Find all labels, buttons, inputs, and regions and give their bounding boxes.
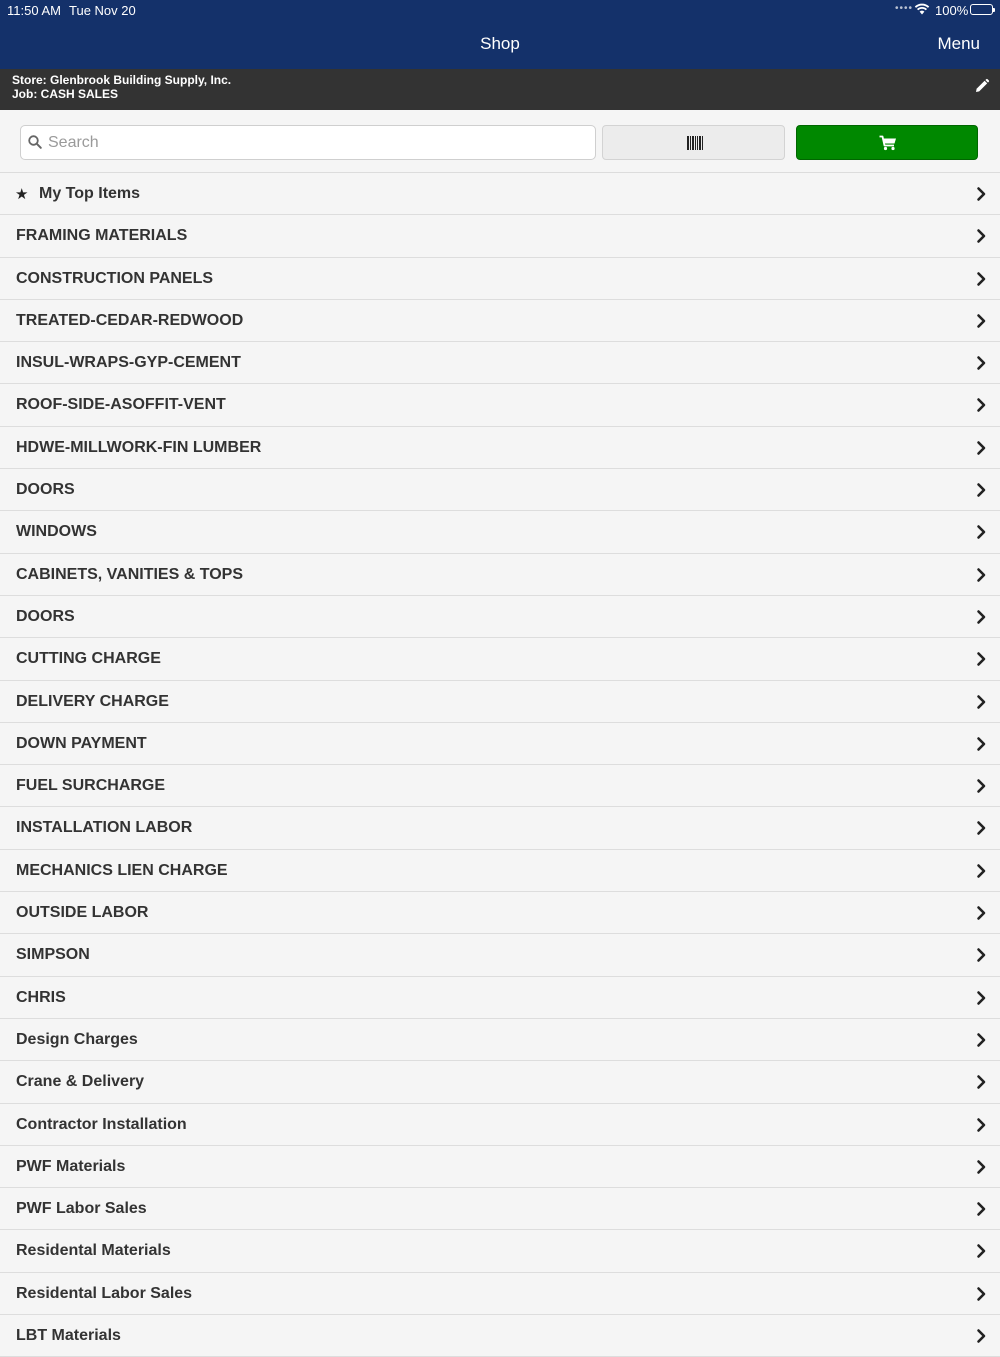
list-item-label: PWF Materials bbox=[16, 1157, 126, 1175]
list-item[interactable] bbox=[0, 638, 1000, 680]
list-item-label: DELIVERY CHARGE bbox=[16, 692, 169, 710]
list-item[interactable] bbox=[0, 300, 1000, 342]
chevron-right-icon bbox=[977, 356, 986, 375]
list-item[interactable] bbox=[0, 384, 1000, 426]
battery-percent: 100% bbox=[935, 3, 969, 18]
list-item-label: SIMPSON bbox=[16, 946, 90, 964]
search-box[interactable] bbox=[20, 125, 596, 160]
chevron-right-icon bbox=[977, 314, 986, 333]
list-item-label: Residental Materials bbox=[16, 1242, 171, 1260]
chevron-right-icon bbox=[977, 441, 986, 460]
list-item-label: TREATED-CEDAR-REDWOOD bbox=[16, 311, 244, 329]
list-item[interactable] bbox=[0, 765, 1000, 807]
chevron-right-icon bbox=[977, 272, 986, 291]
list-item-label: Contractor Installation bbox=[16, 1115, 187, 1133]
chevron-right-icon bbox=[977, 1033, 986, 1052]
category-list bbox=[0, 173, 1000, 1357]
search-toolbar bbox=[0, 110, 1000, 173]
list-item-my-top-items[interactable] bbox=[0, 173, 1000, 215]
list-item[interactable] bbox=[0, 850, 1000, 892]
list-item-label: CHRIS bbox=[16, 988, 66, 1006]
list-item-label: DOWN PAYMENT bbox=[16, 734, 147, 752]
list-item-label: Residental Labor Sales bbox=[16, 1284, 193, 1302]
list-item-label: INSTALLATION LABOR bbox=[16, 819, 193, 837]
list-item[interactable] bbox=[0, 807, 1000, 849]
nav-bar bbox=[0, 20, 1000, 69]
chevron-right-icon bbox=[977, 991, 986, 1010]
pencil-icon[interactable] bbox=[975, 79, 989, 96]
status-time: 11:50 AM bbox=[7, 3, 61, 18]
list-item[interactable] bbox=[0, 427, 1000, 469]
list-item[interactable] bbox=[0, 1315, 1000, 1357]
list-item[interactable] bbox=[0, 554, 1000, 596]
list-item-label: CONSTRUCTION PANELS bbox=[16, 269, 214, 287]
list-item-label: Crane & Delivery bbox=[16, 1073, 145, 1091]
list-item[interactable] bbox=[0, 1104, 1000, 1146]
list-item[interactable] bbox=[0, 1019, 1000, 1061]
chevron-right-icon bbox=[977, 864, 986, 883]
list-item-label: INSUL-WRAPS-GYP-CEMENT bbox=[16, 354, 241, 372]
chevron-right-icon bbox=[977, 1075, 986, 1094]
list-item[interactable] bbox=[0, 215, 1000, 257]
list-item-label: DOORS bbox=[16, 607, 75, 625]
chevron-right-icon bbox=[977, 779, 986, 798]
list-item-label: LBT Materials bbox=[16, 1327, 121, 1345]
list-item-label: FRAMING MATERIALS bbox=[16, 227, 188, 245]
list-item[interactable] bbox=[0, 1188, 1000, 1230]
chevron-right-icon bbox=[977, 821, 986, 840]
list-item[interactable] bbox=[0, 1146, 1000, 1188]
list-item[interactable] bbox=[0, 1061, 1000, 1103]
job-label: Job: CASH SALES bbox=[12, 87, 119, 101]
chevron-right-icon bbox=[977, 1244, 986, 1263]
list-item[interactable] bbox=[0, 1273, 1000, 1315]
star-icon: ★ bbox=[15, 186, 29, 203]
status-date: Tue Nov 20 bbox=[69, 3, 136, 18]
signal-icon: •••• bbox=[895, 3, 914, 14]
list-item[interactable] bbox=[0, 258, 1000, 300]
chevron-right-icon bbox=[977, 1160, 986, 1179]
list-item[interactable] bbox=[0, 977, 1000, 1019]
search-icon bbox=[28, 135, 42, 154]
cart-icon bbox=[879, 135, 897, 151]
chevron-right-icon bbox=[977, 610, 986, 629]
page-title: Shop bbox=[480, 34, 520, 53]
search-input[interactable] bbox=[48, 130, 588, 156]
menu-button[interactable]: Menu bbox=[937, 34, 980, 53]
status-bar bbox=[0, 0, 1000, 20]
chevron-right-icon bbox=[977, 568, 986, 587]
chevron-right-icon bbox=[977, 398, 986, 417]
list-item[interactable] bbox=[0, 723, 1000, 765]
chevron-right-icon bbox=[977, 1329, 986, 1348]
list-item-label: OUTSIDE LABOR bbox=[16, 904, 149, 922]
chevron-right-icon bbox=[977, 906, 986, 925]
list-item-label: Design Charges bbox=[16, 1030, 138, 1048]
chevron-right-icon bbox=[977, 229, 986, 248]
cart-button[interactable] bbox=[796, 125, 978, 160]
barcode-scan-button[interactable] bbox=[602, 125, 785, 160]
list-item-label: MECHANICS LIEN CHARGE bbox=[16, 861, 228, 879]
list-item-label: CUTTING CHARGE bbox=[16, 650, 161, 668]
chevron-right-icon bbox=[977, 1118, 986, 1137]
list-item[interactable] bbox=[0, 469, 1000, 511]
barcode-icon bbox=[687, 136, 703, 150]
chevron-right-icon bbox=[977, 1287, 986, 1306]
chevron-right-icon bbox=[977, 948, 986, 967]
list-item-label: WINDOWS bbox=[16, 523, 97, 541]
store-label: Store: Glenbrook Building Supply, Inc. bbox=[12, 73, 232, 87]
chevron-right-icon bbox=[977, 737, 986, 756]
chevron-right-icon bbox=[977, 525, 986, 544]
list-item[interactable] bbox=[0, 511, 1000, 553]
list-item-label: CABINETS, VANITIES & TOPS bbox=[16, 565, 243, 583]
wifi-icon bbox=[914, 3, 930, 18]
list-item[interactable] bbox=[0, 342, 1000, 384]
list-item[interactable] bbox=[0, 681, 1000, 723]
list-item[interactable] bbox=[0, 1230, 1000, 1272]
list-item-label: ROOF-SIDE-ASOFFIT-VENT bbox=[16, 396, 226, 414]
store-info-bar[interactable] bbox=[0, 69, 1000, 110]
battery-icon bbox=[970, 4, 993, 15]
chevron-right-icon bbox=[977, 1202, 986, 1221]
list-item-label: DOORS bbox=[16, 481, 75, 499]
list-item[interactable] bbox=[0, 596, 1000, 638]
list-item-label: FUEL SURCHARGE bbox=[16, 777, 166, 795]
list-item-label: HDWE-MILLWORK-FIN LUMBER bbox=[16, 438, 262, 456]
chevron-right-icon bbox=[977, 483, 986, 502]
chevron-right-icon bbox=[977, 652, 986, 671]
list-item-label: PWF Labor Sales bbox=[16, 1200, 147, 1218]
chevron-right-icon bbox=[977, 695, 986, 714]
list-item[interactable] bbox=[0, 934, 1000, 976]
list-item[interactable] bbox=[0, 892, 1000, 934]
list-item-label: My Top Items bbox=[39, 185, 141, 202]
chevron-right-icon bbox=[977, 187, 986, 206]
